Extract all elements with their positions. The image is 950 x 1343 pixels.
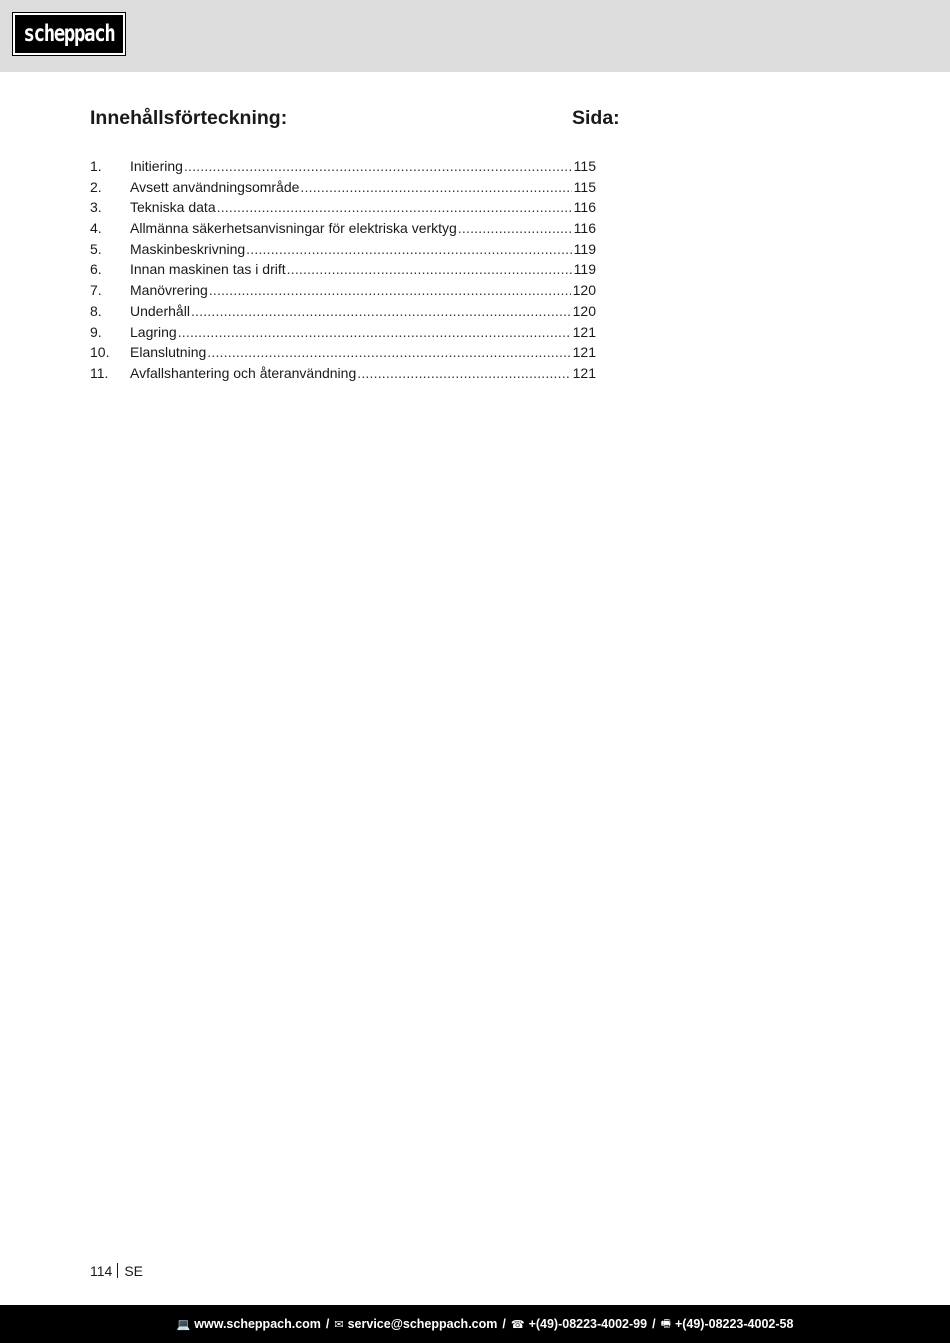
toc-entry-4[interactable] xyxy=(90,218,596,239)
toc-leader-dots xyxy=(209,280,571,301)
toc-entry-label: Manövrering xyxy=(130,282,208,299)
toc-entry-number: 1. xyxy=(90,158,102,174)
toc-entry-3[interactable] xyxy=(90,197,596,218)
toc-entry-page: 119 xyxy=(573,240,596,257)
toc-list xyxy=(90,156,596,384)
toc-entry-page: 116 xyxy=(573,220,596,237)
toc-entry-page: 119 xyxy=(573,261,596,278)
toc-leader-dots xyxy=(207,342,570,363)
toc-entry-8[interactable] xyxy=(90,301,596,322)
toc-entry-number: 3. xyxy=(90,199,102,216)
separator: / xyxy=(502,1317,506,1331)
toc-leader-dots xyxy=(246,239,572,260)
toc-entry-page: 120 xyxy=(572,302,596,319)
toc-leader-dots xyxy=(458,218,572,239)
toc-entry-page: 120 xyxy=(572,282,596,299)
toc-entry-10[interactable] xyxy=(90,342,596,363)
toc-entry-5[interactable] xyxy=(90,239,596,260)
toc-entry-number: 9. xyxy=(90,323,102,340)
page-separator-rule xyxy=(117,1263,118,1278)
phone-number[interactable]: +(49)-08223-4002-99 xyxy=(528,1317,648,1331)
website-link[interactable]: www.scheppach.com xyxy=(194,1317,321,1331)
toc-entry-number: 6. xyxy=(90,261,102,278)
toc-entry-number: 8. xyxy=(90,302,102,319)
toc-entry-number: 10. xyxy=(90,344,110,361)
toc-entry-page: 121 xyxy=(572,323,596,340)
toc-entry-number: 4. xyxy=(90,220,102,237)
language-code: SE xyxy=(124,1263,144,1279)
logo-text: scheppach xyxy=(23,21,115,47)
toc-entry-number: 7. xyxy=(90,282,102,299)
toc-leader-dots xyxy=(287,259,572,280)
fax-number[interactable]: +(49)-08223-4002-58 xyxy=(674,1317,794,1331)
toc-entry-label: Lagring xyxy=(130,323,177,340)
toc-entry-label: Innan maskinen tas i drift xyxy=(130,261,286,278)
toc-leader-dots xyxy=(191,301,571,322)
toc-entry-label: Tekniska data xyxy=(130,199,216,216)
toc-leader-dots xyxy=(184,156,572,177)
email-link[interactable]: service@scheppach.com xyxy=(347,1317,498,1331)
toc-entry-page: 116 xyxy=(573,199,596,216)
toc-entry-label: Allmänna säkerhetsanvisningar för elektriska verktyg xyxy=(130,220,457,237)
toc-entry-number: 2. xyxy=(90,178,102,195)
toc-entry-label: Initiering xyxy=(130,158,183,174)
toc-entry-2[interactable] xyxy=(90,177,596,198)
toc-leader-dots xyxy=(300,177,571,198)
separator: / xyxy=(325,1317,330,1331)
toc-title: Innehållsförteckning: xyxy=(90,107,288,129)
toc-entry-11[interactable] xyxy=(90,363,596,384)
separator: / xyxy=(652,1317,656,1331)
page-number: 114 xyxy=(90,1263,113,1279)
toc-entry-label: Underhåll xyxy=(130,302,190,319)
toc-entry-1[interactable] xyxy=(90,156,596,177)
email-icon: ✉ xyxy=(334,1317,344,1331)
toc-entry-7[interactable] xyxy=(90,280,596,301)
toc-entry-label: Avfallshantering och återanvändning xyxy=(130,364,357,381)
toc-entry-number: 5. xyxy=(90,240,102,257)
toc-leader-dots xyxy=(178,322,571,343)
toc-entry-number: 11. xyxy=(90,364,109,381)
toc-entry-page: 115 xyxy=(573,158,596,174)
toc-entry-page: 121 xyxy=(572,364,596,381)
toc-leader-dots xyxy=(357,363,570,384)
toc-entry-label: Elanslutning xyxy=(130,344,207,361)
fax-icon: 🖷 xyxy=(660,1316,671,1330)
toc-page-heading: Sida: xyxy=(572,107,620,129)
header-band xyxy=(0,0,950,72)
contact-bar xyxy=(0,1305,950,1343)
page-footer-label xyxy=(90,1262,143,1280)
toc-entry-page: 121 xyxy=(572,344,596,361)
toc-entry-page: 115 xyxy=(573,178,596,195)
toc-leader-dots xyxy=(217,197,572,218)
toc-entry-6[interactable] xyxy=(90,259,596,280)
computer-icon: 💻 xyxy=(176,1317,191,1331)
toc-entry-9[interactable] xyxy=(90,322,596,343)
phone-icon: ☎ xyxy=(510,1317,525,1331)
scheppach-logo[interactable] xyxy=(13,13,125,55)
toc-entry-label: Maskinbeskrivning xyxy=(130,240,246,257)
toc-entry-label: Avsett användningsområde xyxy=(130,178,300,195)
